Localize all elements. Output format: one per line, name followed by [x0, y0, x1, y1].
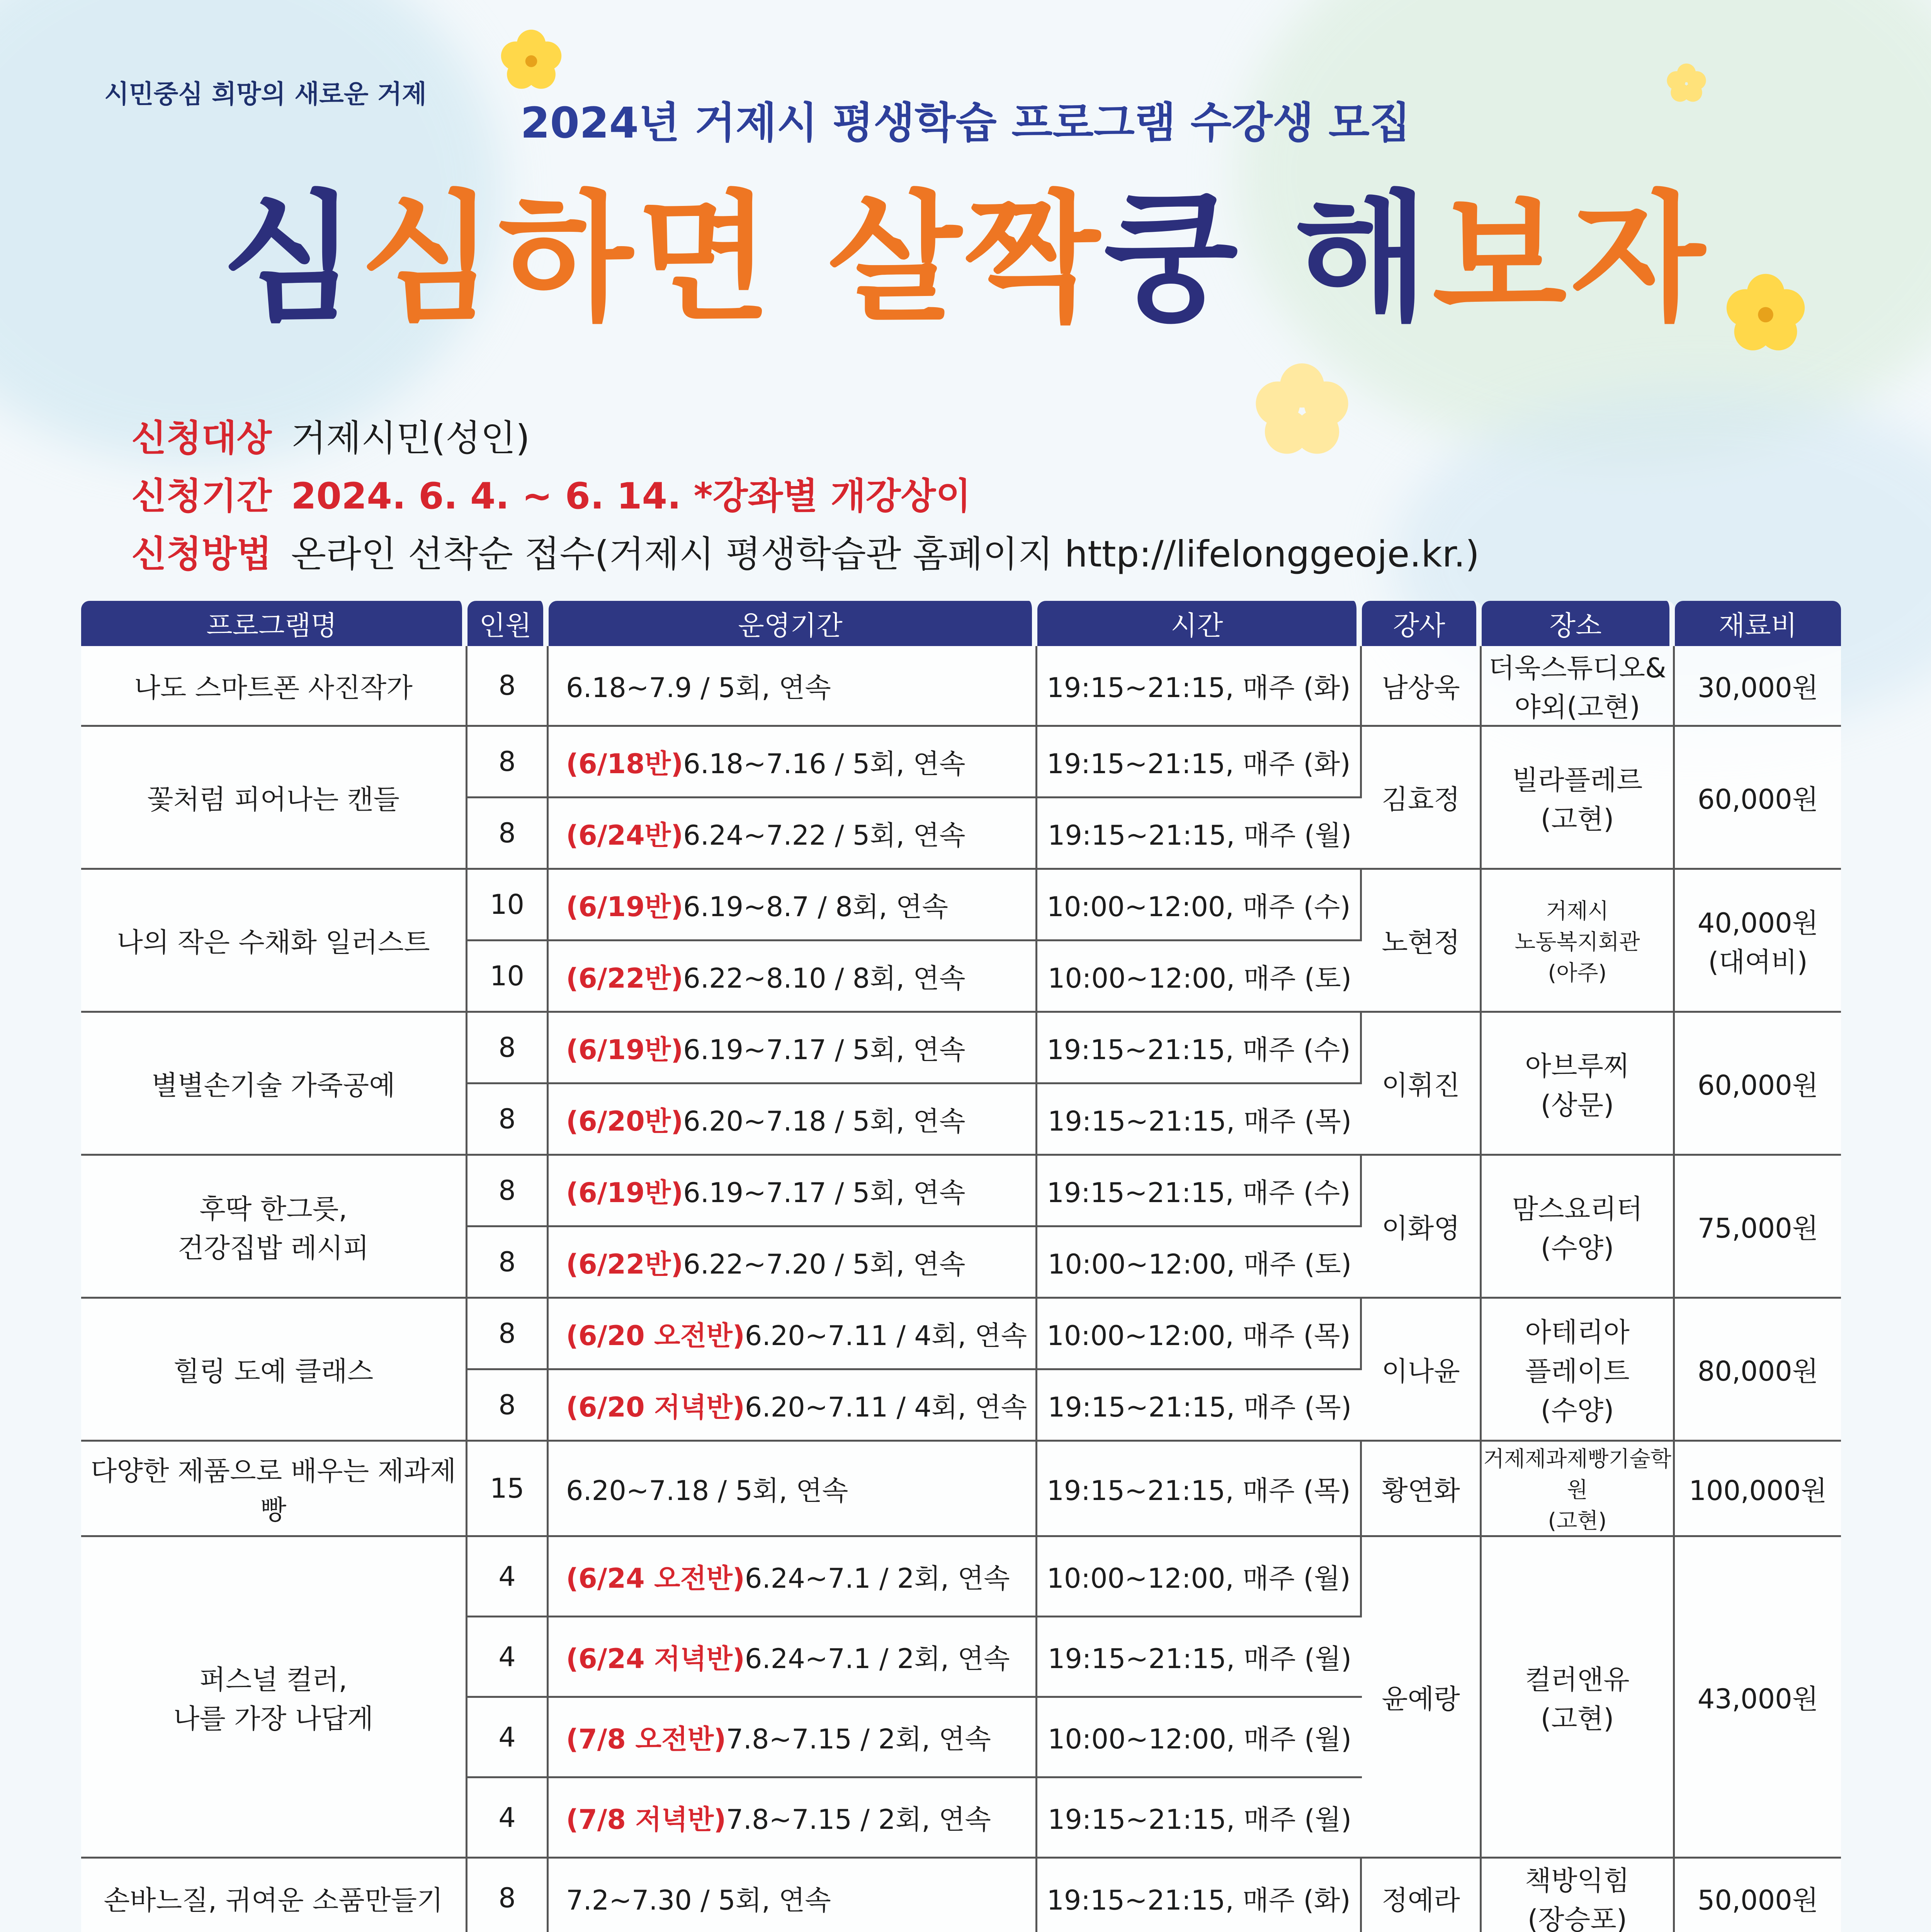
period-cell	[549, 1698, 1037, 1778]
header-count: 인원	[467, 601, 549, 646]
count-cell: 8	[467, 1013, 549, 1084]
header-program: 프로그램명	[81, 601, 467, 646]
count-cell: 4	[467, 1778, 549, 1859]
program-name-cell: 다양한 제품으로 배우는 제과제빵	[81, 1442, 467, 1537]
place-cell: 빌라플레르 (고현)	[1482, 727, 1675, 870]
period-text: 6.18~7.16 / 5회, 연속	[683, 748, 966, 780]
count-cell: 10	[467, 870, 549, 941]
period-text: 6.19~8.7 / 8회, 연속	[683, 891, 949, 923]
period-text: 6.20~7.11 / 4회, 연속	[745, 1320, 1027, 1352]
time-cell: 19:15~21:15, 매주 (수)	[1037, 1156, 1362, 1227]
time-cell: 10:00~12:00, 매주 (월)	[1037, 1698, 1362, 1778]
period-text: 6.20~7.11 / 4회, 연속	[745, 1391, 1027, 1423]
period-cell	[549, 1778, 1037, 1859]
table-header-row	[81, 601, 1841, 646]
period-cell	[549, 1227, 1037, 1299]
period-cell	[549, 870, 1037, 941]
program-name-cell: 나의 작은 수채화 일러스트	[81, 870, 467, 1013]
time-cell: 19:15~21:15, 매주 (월)	[1037, 798, 1362, 870]
period-text: 6.19~7.17 / 5회, 연속	[683, 1034, 966, 1066]
teacher-cell: 이휘진	[1362, 1013, 1482, 1156]
fee-cell: 80,000원	[1675, 1299, 1841, 1442]
period-text: 7.2~7.30 / 5회, 연속	[566, 1884, 831, 1916]
class-label: (6/20반)	[566, 1105, 683, 1137]
table-row	[81, 1299, 1841, 1370]
program-name-cell: 나도 스마트폰 사진작가	[81, 646, 467, 727]
class-label: (6/19반)	[566, 1177, 683, 1209]
fee-cell: 100,000원	[1675, 1442, 1841, 1537]
program-name-cell: 별별손기술 가죽공예	[81, 1013, 467, 1156]
period-cell	[549, 1084, 1037, 1156]
teacher-cell: 이나윤	[1362, 1299, 1482, 1442]
program-name-cell: 힐링 도예 클래스	[81, 1299, 467, 1442]
period-text: 6.24~7.22 / 5회, 연속	[683, 819, 966, 851]
title-part-3: 쿵 해	[1103, 178, 1433, 340]
teacher-cell: 윤예랑	[1362, 1537, 1482, 1859]
header-teacher: 강사	[1362, 601, 1482, 646]
period-cell	[549, 798, 1037, 870]
fee-cell: 43,000원	[1675, 1537, 1841, 1859]
period-cell	[549, 1442, 1037, 1537]
table-row	[81, 1859, 1841, 1932]
table-row	[81, 646, 1841, 727]
teacher-cell: 황연화	[1362, 1442, 1482, 1537]
period-cell	[549, 1370, 1037, 1442]
time-cell: 10:00~12:00, 매주 (월)	[1037, 1537, 1362, 1617]
class-label: (6/20 오전반)	[566, 1320, 745, 1352]
teacher-cell: 정예라	[1362, 1859, 1482, 1932]
place-cell: 맘스요리터 (수양)	[1482, 1156, 1675, 1299]
period-cell	[549, 1156, 1037, 1227]
header-fee: 재료비	[1675, 601, 1841, 646]
period-cell	[549, 646, 1037, 727]
period-text: 7.8~7.15 / 2회, 연속	[726, 1804, 991, 1835]
count-cell: 8	[467, 1156, 549, 1227]
time-cell: 19:15~21:15, 매주 (화)	[1037, 646, 1362, 727]
period-text: 6.20~7.18 / 5회, 연속	[683, 1105, 966, 1137]
program-table	[81, 601, 1841, 1932]
period-cell	[549, 727, 1037, 798]
program-name-cell: 퍼스널 컬러, 나를 가장 나답게	[81, 1537, 467, 1859]
info-target: 신청대상 거제시민(성인)	[131, 417, 530, 459]
period-text: 6.24~7.1 / 2회, 연속	[745, 1643, 1010, 1675]
class-label: (6/22반)	[566, 962, 683, 994]
program-name-cell: 후딱 한그릇, 건강집밥 레시피	[81, 1156, 467, 1299]
teacher-cell: 이화영	[1362, 1156, 1482, 1299]
period-text: 6.20~7.18 / 5회, 연속	[566, 1475, 848, 1507]
place-cell: 거제제과제빵기술학원 (고현)	[1482, 1442, 1675, 1537]
period-text: 6.24~7.1 / 2회, 연속	[745, 1563, 1010, 1594]
title-part-2: 심하면 살짝	[360, 178, 1104, 340]
class-label: (6/19반)	[566, 891, 683, 923]
page-title	[0, 178, 1931, 340]
count-cell: 15	[467, 1442, 549, 1537]
class-label: (7/8 저녁반)	[566, 1804, 726, 1835]
place-cell: 아테리아 플레이트 (수양)	[1482, 1299, 1675, 1442]
class-label: (6/22반)	[566, 1248, 683, 1280]
period-text: 6.22~8.10 / 8회, 연속	[683, 962, 966, 994]
fee-cell: 40,000원 (대여비)	[1675, 870, 1841, 1013]
time-cell: 19:15~21:15, 매주 (목)	[1037, 1084, 1362, 1156]
time-cell: 10:00~12:00, 매주 (토)	[1037, 941, 1362, 1013]
count-cell: 10	[467, 941, 549, 1013]
title-part-1: 심	[222, 178, 360, 340]
time-cell: 19:15~21:15, 매주 (월)	[1037, 1778, 1362, 1859]
header-time: 시간	[1037, 601, 1362, 646]
period-cell	[549, 1617, 1037, 1698]
time-cell: 19:15~21:15, 매주 (화)	[1037, 727, 1362, 798]
teacher-cell: 노현정	[1362, 870, 1482, 1013]
class-label: (6/18반)	[566, 748, 683, 780]
count-cell: 4	[467, 1698, 549, 1778]
count-cell: 8	[467, 1227, 549, 1299]
table-body	[81, 646, 1841, 1932]
count-cell: 8	[467, 1299, 549, 1370]
fee-cell: 75,000원	[1675, 1156, 1841, 1299]
table-row	[81, 1013, 1841, 1084]
count-cell: 8	[467, 798, 549, 870]
count-cell: 4	[467, 1537, 549, 1617]
class-label: (6/19반)	[566, 1034, 683, 1066]
count-cell: 8	[467, 1370, 549, 1442]
period-text: 6.19~7.17 / 5회, 연속	[683, 1177, 966, 1209]
teacher-cell: 김효정	[1362, 727, 1482, 870]
page-subtitle: 2024년 거제시 평생학습 프로그램 수강생 모집	[520, 98, 1411, 148]
time-cell: 10:00~12:00, 매주 (수)	[1037, 870, 1362, 941]
count-cell: 4	[467, 1617, 549, 1698]
time-cell: 10:00~12:00, 매주 (목)	[1037, 1299, 1362, 1370]
place-cell: 컬러앤유 (고현)	[1482, 1537, 1675, 1859]
info-method: 신청방법 온라인 선착순 접수(거제시 평생학습관 홈페이지 http://lifelonggeoje.kr.)	[131, 533, 1480, 575]
class-label: (6/24 오전반)	[566, 1563, 745, 1594]
header-period: 운영기간	[549, 601, 1037, 646]
fee-cell: 50,000원	[1675, 1859, 1841, 1932]
class-label: (6/20 저녁반)	[566, 1391, 745, 1423]
program-name-cell: 꽃처럼 피어나는 캔들	[81, 727, 467, 870]
table-row	[81, 727, 1841, 798]
time-cell: 19:15~21:15, 매주 (수)	[1037, 1013, 1362, 1084]
period-cell	[549, 941, 1037, 1013]
teacher-cell: 남상욱	[1362, 646, 1482, 727]
count-cell: 8	[467, 727, 549, 798]
class-label: (6/24 저녁반)	[566, 1643, 745, 1675]
period-cell	[549, 1859, 1037, 1932]
title-part-4: 보자	[1432, 178, 1709, 340]
time-cell: 19:15~21:15, 매주 (화)	[1037, 1859, 1362, 1932]
period-text: 6.22~7.20 / 5회, 연속	[683, 1248, 966, 1280]
table-row	[81, 1156, 1841, 1227]
flower-icon	[498, 27, 564, 93]
time-cell: 19:15~21:15, 매주 (목)	[1037, 1370, 1362, 1442]
fee-cell: 60,000원	[1675, 727, 1841, 870]
place-cell: 책방익힘 (장승포)	[1482, 1859, 1675, 1932]
place-cell: 더욱스튜디오& 야외(고현)	[1482, 646, 1675, 727]
period-cell	[549, 1537, 1037, 1617]
period-cell	[549, 1013, 1037, 1084]
application-info	[131, 410, 1479, 583]
program-name-cell: 손바느질, 귀여운 소품만들기	[81, 1859, 467, 1932]
table-row	[81, 870, 1841, 941]
city-logo: 시민중심 희망의 새로운 거제	[104, 79, 427, 109]
time-cell: 19:15~21:15, 매주 (월)	[1037, 1617, 1362, 1698]
period-cell	[549, 1299, 1037, 1370]
table-row	[81, 1442, 1841, 1537]
table-row	[81, 1537, 1841, 1617]
place-cell: 거제시 노동복지회관 (아주)	[1482, 870, 1675, 1013]
class-label: (7/8 오전반)	[566, 1723, 726, 1755]
place-cell: 아브루찌 (상문)	[1482, 1013, 1675, 1156]
time-cell: 10:00~12:00, 매주 (토)	[1037, 1227, 1362, 1299]
header-place: 장소	[1482, 601, 1675, 646]
count-cell: 8	[467, 1084, 549, 1156]
info-period: 신청기간 2024. 6. 4. ~ 6. 14. *강좌별 개강상이	[131, 475, 971, 517]
class-label: (6/24반)	[566, 819, 683, 851]
count-cell: 8	[467, 646, 549, 727]
count-cell: 8	[467, 1859, 549, 1932]
time-cell: 19:15~21:15, 매주 (목)	[1037, 1442, 1362, 1537]
fee-cell: 30,000원	[1675, 646, 1841, 727]
period-text: 6.18~7.9 / 5회, 연속	[566, 672, 831, 704]
fee-cell: 60,000원	[1675, 1013, 1841, 1156]
period-text: 7.8~7.15 / 2회, 연속	[726, 1723, 991, 1755]
